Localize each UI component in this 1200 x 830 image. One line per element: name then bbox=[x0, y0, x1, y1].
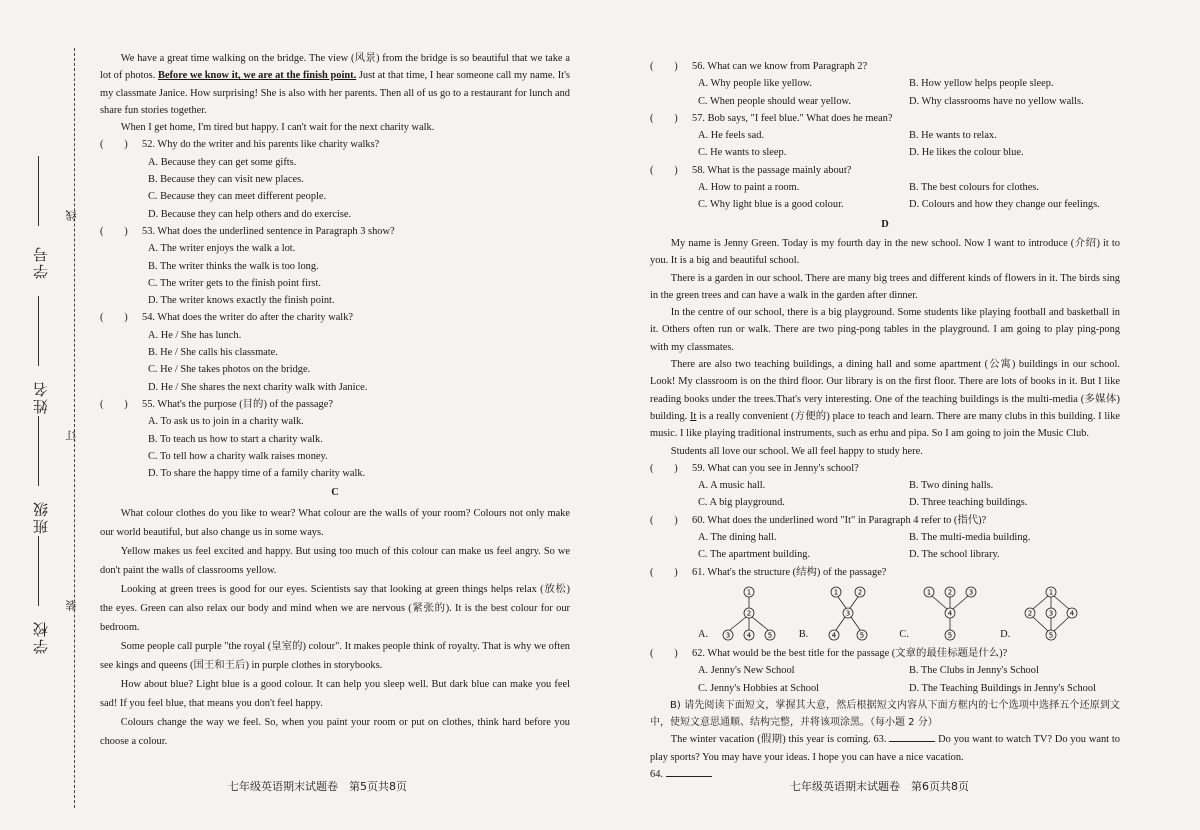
underlined-sentence: Before we know it, we are at the finish point. bbox=[158, 70, 357, 82]
number-field[interactable] bbox=[30, 160, 48, 230]
svg-text:1: 1 bbox=[746, 588, 752, 597]
svg-text:3: 3 bbox=[846, 609, 851, 618]
option: B. To teach us how to start a charity walk. bbox=[148, 433, 323, 445]
option: D. He / She shares the next charity walk with Janice. bbox=[148, 381, 368, 393]
section-d-heading: D bbox=[881, 218, 889, 230]
option: D. The writer knows exactly the finish point. bbox=[148, 295, 335, 307]
left-page-footer: 七年级英语期末试题卷 第5页共8页 bbox=[228, 780, 407, 793]
answer-blank[interactable]: ( ) bbox=[650, 61, 678, 72]
underlined-word-it: It bbox=[690, 410, 697, 422]
passage-d-paragraph-4: There are also two teaching buildings, a dining hall and some apartment (公寓) buildings in our school. Look! My classroom is on the third floor. Our library is on the first floor. There are lots of books in it. But I like reading books under the trees.That's very interesting. One of the teaching buildings is the multi-media (多媒体) building. It is a really convenient (方便的) place to teach and learn. There are many clubs in this building. I like music. I like playing traditional instruments, such as erhu and pipa. So I am going to join the Music Club. bbox=[650, 359, 1120, 440]
passage-b-paragraph-4: When I get home, I'm tired but happy. I can't wait for the next charity walk. bbox=[120, 122, 435, 134]
structure-option-d: D. 1 2 3 4 5 bbox=[1000, 585, 1120, 643]
passage-c-paragraph-2: Yellow makes us feel excited and happy. But using too much of this colour can make us feel angry. So we don't paint the walls of classrooms yellow. bbox=[100, 545, 570, 576]
answer-blank[interactable]: ( ) bbox=[650, 164, 678, 176]
option: B. Because they can visit new places. bbox=[148, 174, 304, 186]
option: B. The writer thinks the walk is too long. bbox=[148, 260, 319, 272]
answer-blank[interactable]: ( ) bbox=[650, 647, 678, 659]
question-54: ( ) 54. What does the writer do after the charity walk? bbox=[100, 309, 570, 326]
options-row: A. Why people like yellow. B. How yellow helps people sleep. bbox=[698, 78, 1054, 90]
options-row: A. Jenny's New School B. The Clubs in Jenny's School bbox=[698, 665, 1039, 677]
svg-text:2: 2 bbox=[858, 588, 863, 597]
passage-d-paragraph-2: There is a garden in our school. There are many big trees and different kinds of flowers in it. The birds sing in the green trees and can have a walk in the garden after dinner. bbox=[650, 272, 1120, 301]
blank-63[interactable] bbox=[889, 731, 935, 742]
svg-text:3: 3 bbox=[725, 631, 731, 640]
options-row: C. Why light blue is a good colour. D. Colours and how they change our feelings. bbox=[698, 199, 1100, 211]
options-row: C. A big playground. D. Three teaching buildings. bbox=[698, 497, 1028, 509]
structure-options bbox=[650, 583, 1120, 643]
option: D. To share the happy time of a family charity walk. bbox=[148, 468, 366, 480]
structure-option-c: C. 1 2 3 4 5 bbox=[899, 585, 1000, 643]
passage-d-paragraph-1: My name is Jenny Green. Today is my fourth day in the new school. Now I want to introduce (介绍) it to you. It is a big and beautiful school. bbox=[650, 237, 1120, 267]
options-row: C. When people should wear yellow. D. Why classrooms have no yellow walls. bbox=[698, 95, 1084, 107]
school-label: 学校 bbox=[32, 620, 50, 654]
right-page bbox=[650, 58, 1120, 783]
left-page bbox=[100, 50, 570, 751]
question-55: ( ) 55. What's the purpose (目的) of the passage? bbox=[100, 396, 570, 413]
options-row: C. He wants to sleep. D. He likes the colour blue. bbox=[698, 147, 1024, 159]
svg-text:1: 1 bbox=[926, 588, 932, 597]
question-59: ( ) 59. What can you see in Jenny's school? bbox=[650, 460, 1120, 477]
answer-blank[interactable]: ( ) bbox=[100, 225, 128, 237]
passage-c-paragraph-3: Looking at green trees is good for our eyes. Scientists say that looking at green things helps relax (放松) the eyes. Green can also relax our body and mind when we are nervous (紧张的). It is the best colour for our bedroom. bbox=[100, 583, 570, 633]
option: A. The writer enjoys the walk a lot. bbox=[148, 243, 296, 255]
svg-text:3: 3 bbox=[968, 588, 974, 597]
school-field[interactable] bbox=[30, 540, 48, 610]
zhuang-mark: 装 bbox=[65, 600, 78, 611]
option: B. He / She calls his classmate. bbox=[148, 347, 278, 359]
svg-text:4: 4 bbox=[1069, 609, 1075, 618]
passage-c-paragraph-1: What colour clothes do you like to wear? What colour are the walls of your room? Colours not only make our world beautiful, but also change us in some ways. bbox=[100, 507, 570, 538]
svg-text:4: 4 bbox=[746, 631, 752, 640]
structure-diagram-c bbox=[915, 585, 985, 643]
question-57: ( ) 57. Bob says, "I feel blue." What does he mean? bbox=[650, 110, 1120, 127]
name-label: 姓名 bbox=[32, 380, 50, 414]
answer-blank[interactable]: ( ) bbox=[100, 398, 128, 410]
passage-d-paragraph-3: In the centre of our school, there is a big playground. Some students like playing football and basketball in it. Others often run or walk. There are two ping-pong tables in the playground. I am going to play ping-pong with my classmates. bbox=[650, 307, 1120, 353]
binding-margin bbox=[0, 0, 92, 830]
options-row: C. The apartment building. D. The school library. bbox=[698, 549, 1000, 561]
svg-text:5: 5 bbox=[860, 631, 865, 640]
svg-text:5: 5 bbox=[767, 631, 773, 640]
class-field[interactable] bbox=[30, 420, 48, 490]
structure-diagram-d bbox=[1016, 585, 1086, 643]
options-row: A. A music hall. B. Two dining halls. bbox=[698, 480, 994, 492]
options-row: A. How to paint a room. B. The best colours for clothes. bbox=[698, 182, 1039, 194]
passage-c-paragraph-6: Colours change the way we feel. So, when you paint your room or put on clothes, think hard before you choose a colour. bbox=[100, 716, 570, 747]
option: C. Because they can meet different people. bbox=[148, 191, 327, 203]
name-field[interactable] bbox=[30, 300, 48, 370]
answer-blank[interactable]: ( ) bbox=[100, 139, 128, 151]
svg-text:5: 5 bbox=[947, 631, 953, 640]
binding-dashed-line bbox=[74, 48, 75, 808]
svg-text:2: 2 bbox=[947, 588, 953, 597]
option: C. The writer gets to the finish point first. bbox=[148, 277, 321, 289]
answer-blank[interactable]: ( ) bbox=[650, 112, 678, 124]
svg-text:1: 1 bbox=[834, 588, 839, 597]
question-62: ( ) 62. What would be the best title for the passage (文章的最佳标题是什么)? bbox=[650, 645, 1120, 662]
passage-d-paragraph-5: Students all love our school. We all feel happy to study here. bbox=[670, 445, 923, 457]
right-page-footer: 七年级英语期末试题卷 第6页共8页 bbox=[790, 780, 969, 793]
question-60: ( ) 60. What does the underlined word "It" in Paragraph 4 refer to (指代)? bbox=[650, 512, 1120, 529]
passage-c-paragraph-5: How about blue? Light blue is a good colour. It can help you sleep well. But dark blue can make you feel sad! If you feel blue, that means you don't feel happy. bbox=[100, 678, 570, 709]
answer-blank[interactable]: ( ) bbox=[650, 514, 678, 526]
answer-blank[interactable]: ( ) bbox=[100, 312, 128, 324]
structure-option-a: A. 1 2 3 4 5 bbox=[698, 585, 799, 643]
answer-blank[interactable]: ( ) bbox=[650, 462, 678, 474]
question-61: ( ) 61. What's the structure (结构) of the passage? bbox=[650, 564, 1120, 581]
options-row: A. He feels sad. B. He wants to relax. bbox=[698, 130, 997, 142]
svg-text:5: 5 bbox=[1048, 631, 1054, 640]
question-56: ( ) 56. What can we know from Paragraph 2? bbox=[650, 58, 1120, 75]
option: D. Because they can help others and do exercise. bbox=[148, 208, 352, 220]
svg-text:1: 1 bbox=[1048, 588, 1054, 597]
ding-mark: 订 bbox=[65, 430, 78, 441]
blank-64[interactable] bbox=[666, 766, 712, 777]
passage-7b-paragraph-2: 64. bbox=[650, 766, 1120, 783]
number-label: 学号 bbox=[32, 245, 50, 279]
svg-text:3: 3 bbox=[1048, 609, 1054, 618]
structure-diagram-b bbox=[814, 585, 884, 643]
options-row: C. Jenny's Hobbies at School D. The Teaching Buildings in Jenny's School bbox=[698, 682, 1096, 694]
xian-mark: 线 bbox=[65, 210, 78, 221]
section-c-heading: C bbox=[331, 487, 339, 499]
option: A. He / She has lunch. bbox=[148, 329, 242, 341]
options-row: A. The dining hall. B. The multi-media building. bbox=[698, 532, 1031, 544]
passage-7b-paragraph-1: The winter vacation (假期) this year is coming. 63. Do you want to watch TV? Do you want to play sports? You may have your ideas. I hope you can have a nice vacation. bbox=[650, 731, 1120, 766]
svg-text:4: 4 bbox=[832, 631, 837, 640]
answer-blank[interactable]: ( ) bbox=[650, 566, 678, 578]
structure-option-b: B. 1 2 3 4 5 bbox=[799, 585, 900, 643]
structure-diagram-a bbox=[714, 585, 784, 643]
question-53: ( ) 53. What does the underlined sentence in Paragraph 3 show? bbox=[100, 223, 570, 240]
section-b-instructions: B) 请先阅读下面短文，掌握其大意，然后根据短文内容从下面方框内的七个选项中选择五个还原到文中，使短文意思通顺、结构完整，并将该项涂黑。（每小题 2 分） bbox=[650, 699, 1120, 729]
question-58: ( ) 58. What is the passage mainly about? bbox=[650, 162, 1120, 179]
option: A. To ask us to join in a charity walk. bbox=[148, 416, 304, 428]
passage-b-paragraph-3: We have a great time walking on the bridge. The view (风景) from the bridge is so beautiful that we take a lot of photos. Before we know it, we are at the finish point. Just at that time, I hear someone call my name. It's my classmate Janice. How surprising! She is also with her parents. Then all of us go to a restaurant for lunch and share fun stories together. bbox=[100, 53, 570, 116]
option: A. Because they can get some gifts. bbox=[148, 156, 297, 168]
option: C. He / She takes photos on the bridge. bbox=[148, 364, 311, 376]
passage-c-paragraph-4: Some people call purple "the royal (皇室的) colour". It makes people think of royalty. That is why we often see kings and queens (国王和王后) in purple clothes in storybooks. bbox=[100, 640, 570, 671]
svg-text:2: 2 bbox=[1027, 609, 1033, 618]
question-52: ( ) 52. Why do the writer and his parents like charity walks? bbox=[100, 136, 570, 153]
option: C. To tell how a charity walk raises money. bbox=[148, 450, 328, 462]
svg-text:4: 4 bbox=[947, 609, 953, 618]
class-label: 班级 bbox=[32, 500, 50, 534]
svg-text:2: 2 bbox=[746, 609, 752, 618]
